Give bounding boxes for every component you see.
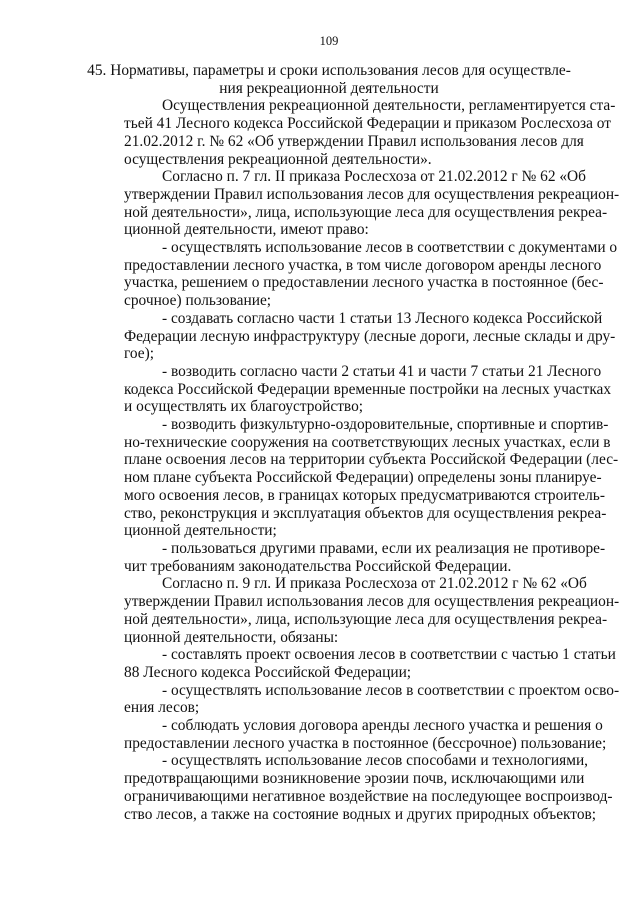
paragraph-line: - осуществлять использование лесов в соответствии с проектом осво- <box>162 681 620 699</box>
paragraph-line: ство лесов, а также на состояние водных и других природных объектов; <box>124 805 597 823</box>
paragraph-line: тьей 41 Лесного кодекса Российской Федерации и приказом Рослесхоза от <box>124 115 612 133</box>
paragraph-line: плане освоения лесов на территории субъекта Российской Федерации (лес- <box>124 451 619 469</box>
paragraph-line: ционной деятельности, имеют право: <box>124 221 369 239</box>
paragraph-line: - осуществлять использование лесов способами и технологиями, <box>162 752 589 770</box>
paragraph-line: и осуществлять их благоустройство; <box>124 398 364 416</box>
paragraph-line: ство, реконструкция и эксплуатация объектов для осуществления рекреа- <box>124 504 607 522</box>
paragraph <box>86 362 612 416</box>
paragraph <box>86 168 620 239</box>
paragraph-line: ной деятельности», лица, использующие леса для осуществления рекреа- <box>124 610 608 628</box>
paragraph <box>86 646 616 681</box>
paragraph-line: предотвращающими возникновение эрозии почв, исключающими или <box>124 770 585 788</box>
paragraph-line: - возводить согласно части 2 статьи 41 и части 7 статьи 21 Лесного <box>162 362 602 380</box>
paragraph <box>86 717 607 752</box>
paragraph <box>86 681 620 717</box>
paragraph-line: осуществления рекреационной деятельности». <box>124 150 432 168</box>
paragraph-line: участка, решением о предоставлении лесного участка в постоянное (бес- <box>124 274 604 292</box>
paragraph-line: утверждении Правил использования лесов для осуществления рекреацион- <box>124 593 620 611</box>
paragraph <box>86 239 618 310</box>
paragraph-line: срочное) пользование; <box>124 292 272 310</box>
paragraph-line: Осуществления рекреационной деятельности, регламентируется ста- <box>162 97 616 115</box>
paragraph-line: чит требованиям законодательства Российской Федерации. <box>124 557 512 575</box>
paragraph-line: 21.02.2012 г. № 62 «Об утверждении Правил использования лесов для <box>124 132 584 150</box>
paragraph-line: гое); <box>124 345 155 363</box>
paragraph-line: Федерации лесную инфраструктуру (лесные дороги, лесные склады и дру- <box>124 327 616 345</box>
paragraph-line: - пользоваться другими правами, если их реализация не противоре- <box>162 539 606 557</box>
paragraph-line: ном плане субъекта Российской Федерации) определены зоны планируе- <box>124 469 602 487</box>
paragraph-line: ения лесов; <box>124 699 200 717</box>
paragraph-line: 88 Лесного кодекса Российской Федерации; <box>124 663 412 681</box>
paragraph-line: предоставлении лесного участка в постоянное (бессрочное) пользование; <box>124 734 607 752</box>
paragraph <box>86 575 620 646</box>
paragraph <box>86 309 616 363</box>
document-page <box>86 34 620 823</box>
section-heading-line: 45. Нормативы, параметры и сроки использования лесов для осуществле- <box>87 62 571 79</box>
paragraph-line: кодекса Российской Федерации временные постройки на лесных участках <box>124 380 612 398</box>
paragraph-line: утверждении Правил использования лесов для осуществления рекреацион- <box>124 185 620 203</box>
section-heading <box>86 62 572 97</box>
paragraph-line: ограничивающими негативное воздействие на последующее воспроизвод- <box>124 787 613 805</box>
paragraph-line: - составлять проект освоения лесов в соответствии с частью 1 статьи <box>162 646 616 664</box>
paragraph-line: Согласно п. 7 гл. II приказа Рослесхоза от 21.02.2012 г № 62 «Об <box>162 168 587 186</box>
paragraph-line: мого освоения лесов, в границах которых предусматриваются строитель- <box>124 486 605 504</box>
page-number: 109 <box>319 34 339 48</box>
paragraph-line: ционной деятельности, обязаны: <box>124 628 339 646</box>
paragraph-line: предоставлении лесного участка, в том числе договором аренды лесного <box>124 256 602 274</box>
paragraph-line: ной деятельности», лица, использующие леса для осуществления рекреа- <box>124 203 608 221</box>
paragraph-line: - соблюдать условия договора аренды лесного участка и решения о <box>162 717 603 735</box>
body-text <box>86 97 620 823</box>
paragraph-line: - возводить физкультурно-оздоровительные, спортивные и спортив- <box>162 416 609 434</box>
paragraph <box>86 416 619 540</box>
paragraph-line: - создавать согласно части 1 статьи 13 Лесного кодекса Российской <box>162 309 603 327</box>
paragraph <box>86 97 616 168</box>
paragraph <box>86 539 606 575</box>
paragraph-line: но-технические сооружения на соответствующих лесных участках, если в <box>124 433 611 451</box>
paragraph-line: - осуществлять использование лесов в соответствии с документами о <box>162 239 618 257</box>
paragraph-line: ционной деятельности; <box>124 522 277 540</box>
paragraph <box>86 752 613 823</box>
paragraph-line: Согласно п. 9 гл. И приказа Рослесхоза от 21.02.2012 г № 62 «Об <box>162 575 587 593</box>
section-heading-line: ния рекреационной деятельности <box>219 79 439 97</box>
